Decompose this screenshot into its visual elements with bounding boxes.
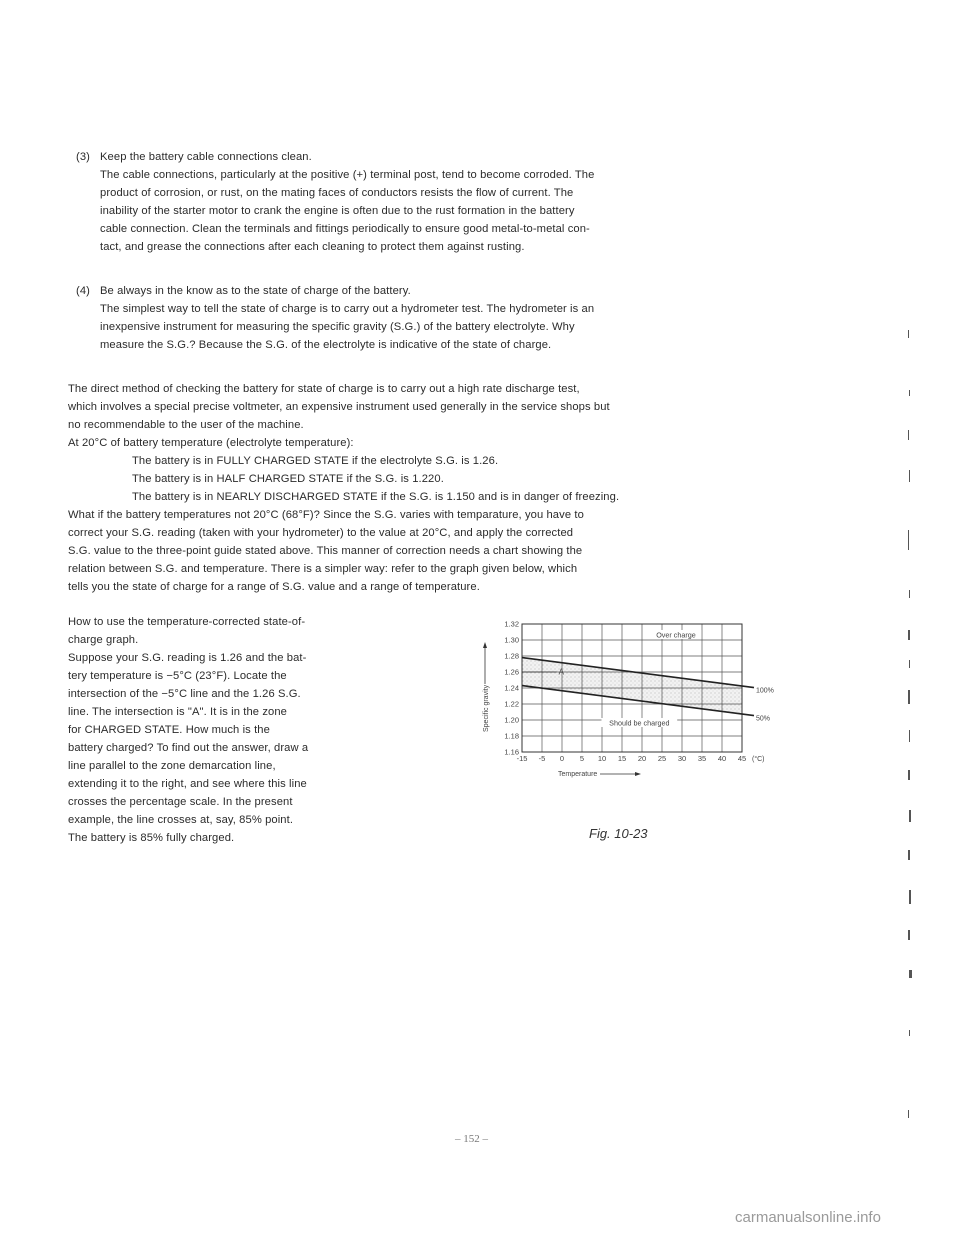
x-tick-label: 5 — [579, 754, 585, 763]
x-tick-label: 25 — [657, 754, 667, 763]
y-tick-label: 1.24 — [504, 683, 519, 693]
x-tick-label: 35 — [697, 754, 707, 763]
paragraph-line: The direct method of checking the battery for state of charge is to carry out a high rate discharge test, — [68, 383, 580, 395]
howto-line: How to use the temperature-corrected state-of- — [68, 616, 306, 628]
x-tick-label: -15 — [516, 754, 528, 763]
howto-line: line. The intersection is "A". It is in the zone — [68, 706, 287, 718]
watermark: carmanualsonline.info — [735, 1209, 881, 1226]
paragraph-line: S.G. value to the three-point guide stated above. This manner of correction needs a chart showing the — [68, 545, 583, 557]
y-tick-label: 1.16 — [504, 747, 519, 757]
howto-line: Suppose your S.G. reading is 1.26 and the bat- — [68, 652, 307, 664]
charged-zone-shading — [522, 658, 742, 715]
howto-line: The battery is 85% fully charged. — [68, 832, 235, 844]
x-tick-label: 40 — [717, 754, 727, 763]
sg-temperature-chart — [470, 612, 800, 792]
x-tick-label: -5 — [538, 754, 546, 763]
x-tick-label: 15 — [617, 754, 627, 763]
paragraph-line: correct your S.G. reading (taken with your hydrometer) to the value at 20°C, and apply the corrected — [68, 527, 574, 539]
item-3 — [76, 148, 846, 256]
howto-line: crosses the percentage scale. In the present — [68, 796, 293, 808]
item-3-line: tact, and grease the connections after each cleaning to protect them against rusting. — [100, 241, 525, 253]
y-tick-label: 1.30 — [504, 635, 519, 645]
y-tick-label: 1.18 — [504, 731, 519, 741]
item-3-line: The cable connections, particularly at the positive (+) terminal post, tend to become corroded. The — [100, 169, 595, 181]
y-tick-label: 1.28 — [504, 651, 519, 661]
x-axis-label: Temperature — [558, 771, 598, 778]
y-tick-label: 1.20 — [504, 715, 519, 725]
item-4-line: measure the S.G.? Because the S.G. of the electrolyte is indicative of the state of charge. — [100, 339, 552, 351]
charge-state-line: The battery is in NEARLY DISCHARGED STATE if the S.G. is 1.150 and is in danger of freezing. — [132, 491, 620, 503]
x-tick-label: 20 — [637, 754, 647, 763]
page-number: – 152 – — [455, 1133, 488, 1145]
charge-state-line: The battery is in HALF CHARGED STATE if the S.G. is 1.220. — [132, 473, 444, 485]
howto-line: battery charged? To find out the answer, draw a — [68, 742, 309, 754]
howto-line: charge graph. — [68, 634, 139, 646]
paragraph-line: no recommendable to the user of the machine. — [68, 419, 304, 431]
x-tick-label: 30 — [677, 754, 687, 763]
item-3-line: inability of the starter motor to crank the engine is often due to the rust formation in the battery — [100, 205, 575, 217]
item-4-line: The simplest way to tell the state of charge is to carry out a hydrometer test. The hydrometer is an — [100, 303, 595, 315]
zone-annotation: Over charge — [656, 630, 696, 640]
item-4-number: (4) — [76, 285, 90, 297]
howto-line: for CHARGED STATE. How much is the — [68, 724, 270, 736]
zone-annotation: Should be charged — [609, 718, 670, 728]
howto-column — [68, 613, 410, 847]
howto-line: extending it to the right, and see where this line — [68, 778, 307, 790]
paragraph-line: which involves a special precise voltmeter, an expensive instrument used generally in the service shops but — [68, 401, 610, 413]
main-paragraph — [68, 380, 848, 596]
item-3-line: product of corrosion, or rust, on the mating faces of conductors resists the flow of current. The — [100, 187, 574, 199]
y-axis-label: Specific gravity — [483, 684, 490, 732]
charge-state-line: The battery is in FULLY CHARGED STATE if the electrolyte S.G. is 1.26. — [132, 455, 499, 467]
point-a-label: A — [558, 667, 565, 677]
y-tick-label: 1.22 — [504, 699, 519, 709]
item-4-line: Be always in the know as to the state of charge of the battery. — [100, 285, 411, 297]
item-3-line: Keep the battery cable connections clean. — [100, 151, 312, 163]
item-4 — [76, 282, 846, 354]
paragraph-line: At 20°C of battery temperature (electrolyte temperature): — [68, 437, 354, 449]
paragraph-line: tells you the state of charge for a range of S.G. value and a range of temperature. — [68, 581, 480, 593]
y-axis-arrow-head — [483, 642, 487, 648]
x-axis-arrow-head — [635, 772, 641, 776]
item-4-line: inexpensive instrument for measuring the specific gravity (S.G.) of the battery electrolyte. Why — [100, 321, 575, 333]
howto-line: example, the line crosses at, say, 85% point. — [68, 814, 294, 826]
series-label: 50% — [756, 715, 771, 723]
item-3-line: cable connection. Clean the terminals and fittings periodically to ensure good metal-to-metal con- — [100, 223, 590, 235]
paragraph-line: What if the battery temperatures not 20°C (68°F)? Since the S.G. varies with temparature, you have to — [68, 509, 584, 521]
x-tick-label: 45 — [737, 754, 747, 763]
howto-line: tery temperature is −5°C (23°F). Locate the — [68, 670, 287, 682]
figure-caption: Fig. 10-23 — [589, 826, 648, 841]
scan-margin-marks — [900, 330, 920, 1130]
x-tick-label: 10 — [597, 754, 607, 763]
howto-line: line parallel to the zone demarcation line, — [68, 760, 276, 772]
x-unit-label: (°C) — [752, 756, 765, 763]
x-tick-label: 0 — [559, 754, 565, 763]
series-label: 100% — [756, 687, 774, 695]
howto-line: intersection of the −5°C line and the 1.26 S.G. — [68, 688, 301, 700]
paragraph-line: relation between S.G. and temperature. There is a simpler way: refer to the graph given below, which — [68, 563, 578, 575]
item-3-number: (3) — [76, 151, 90, 163]
y-tick-label: 1.32 — [504, 619, 519, 629]
y-tick-label: 1.26 — [504, 667, 519, 677]
